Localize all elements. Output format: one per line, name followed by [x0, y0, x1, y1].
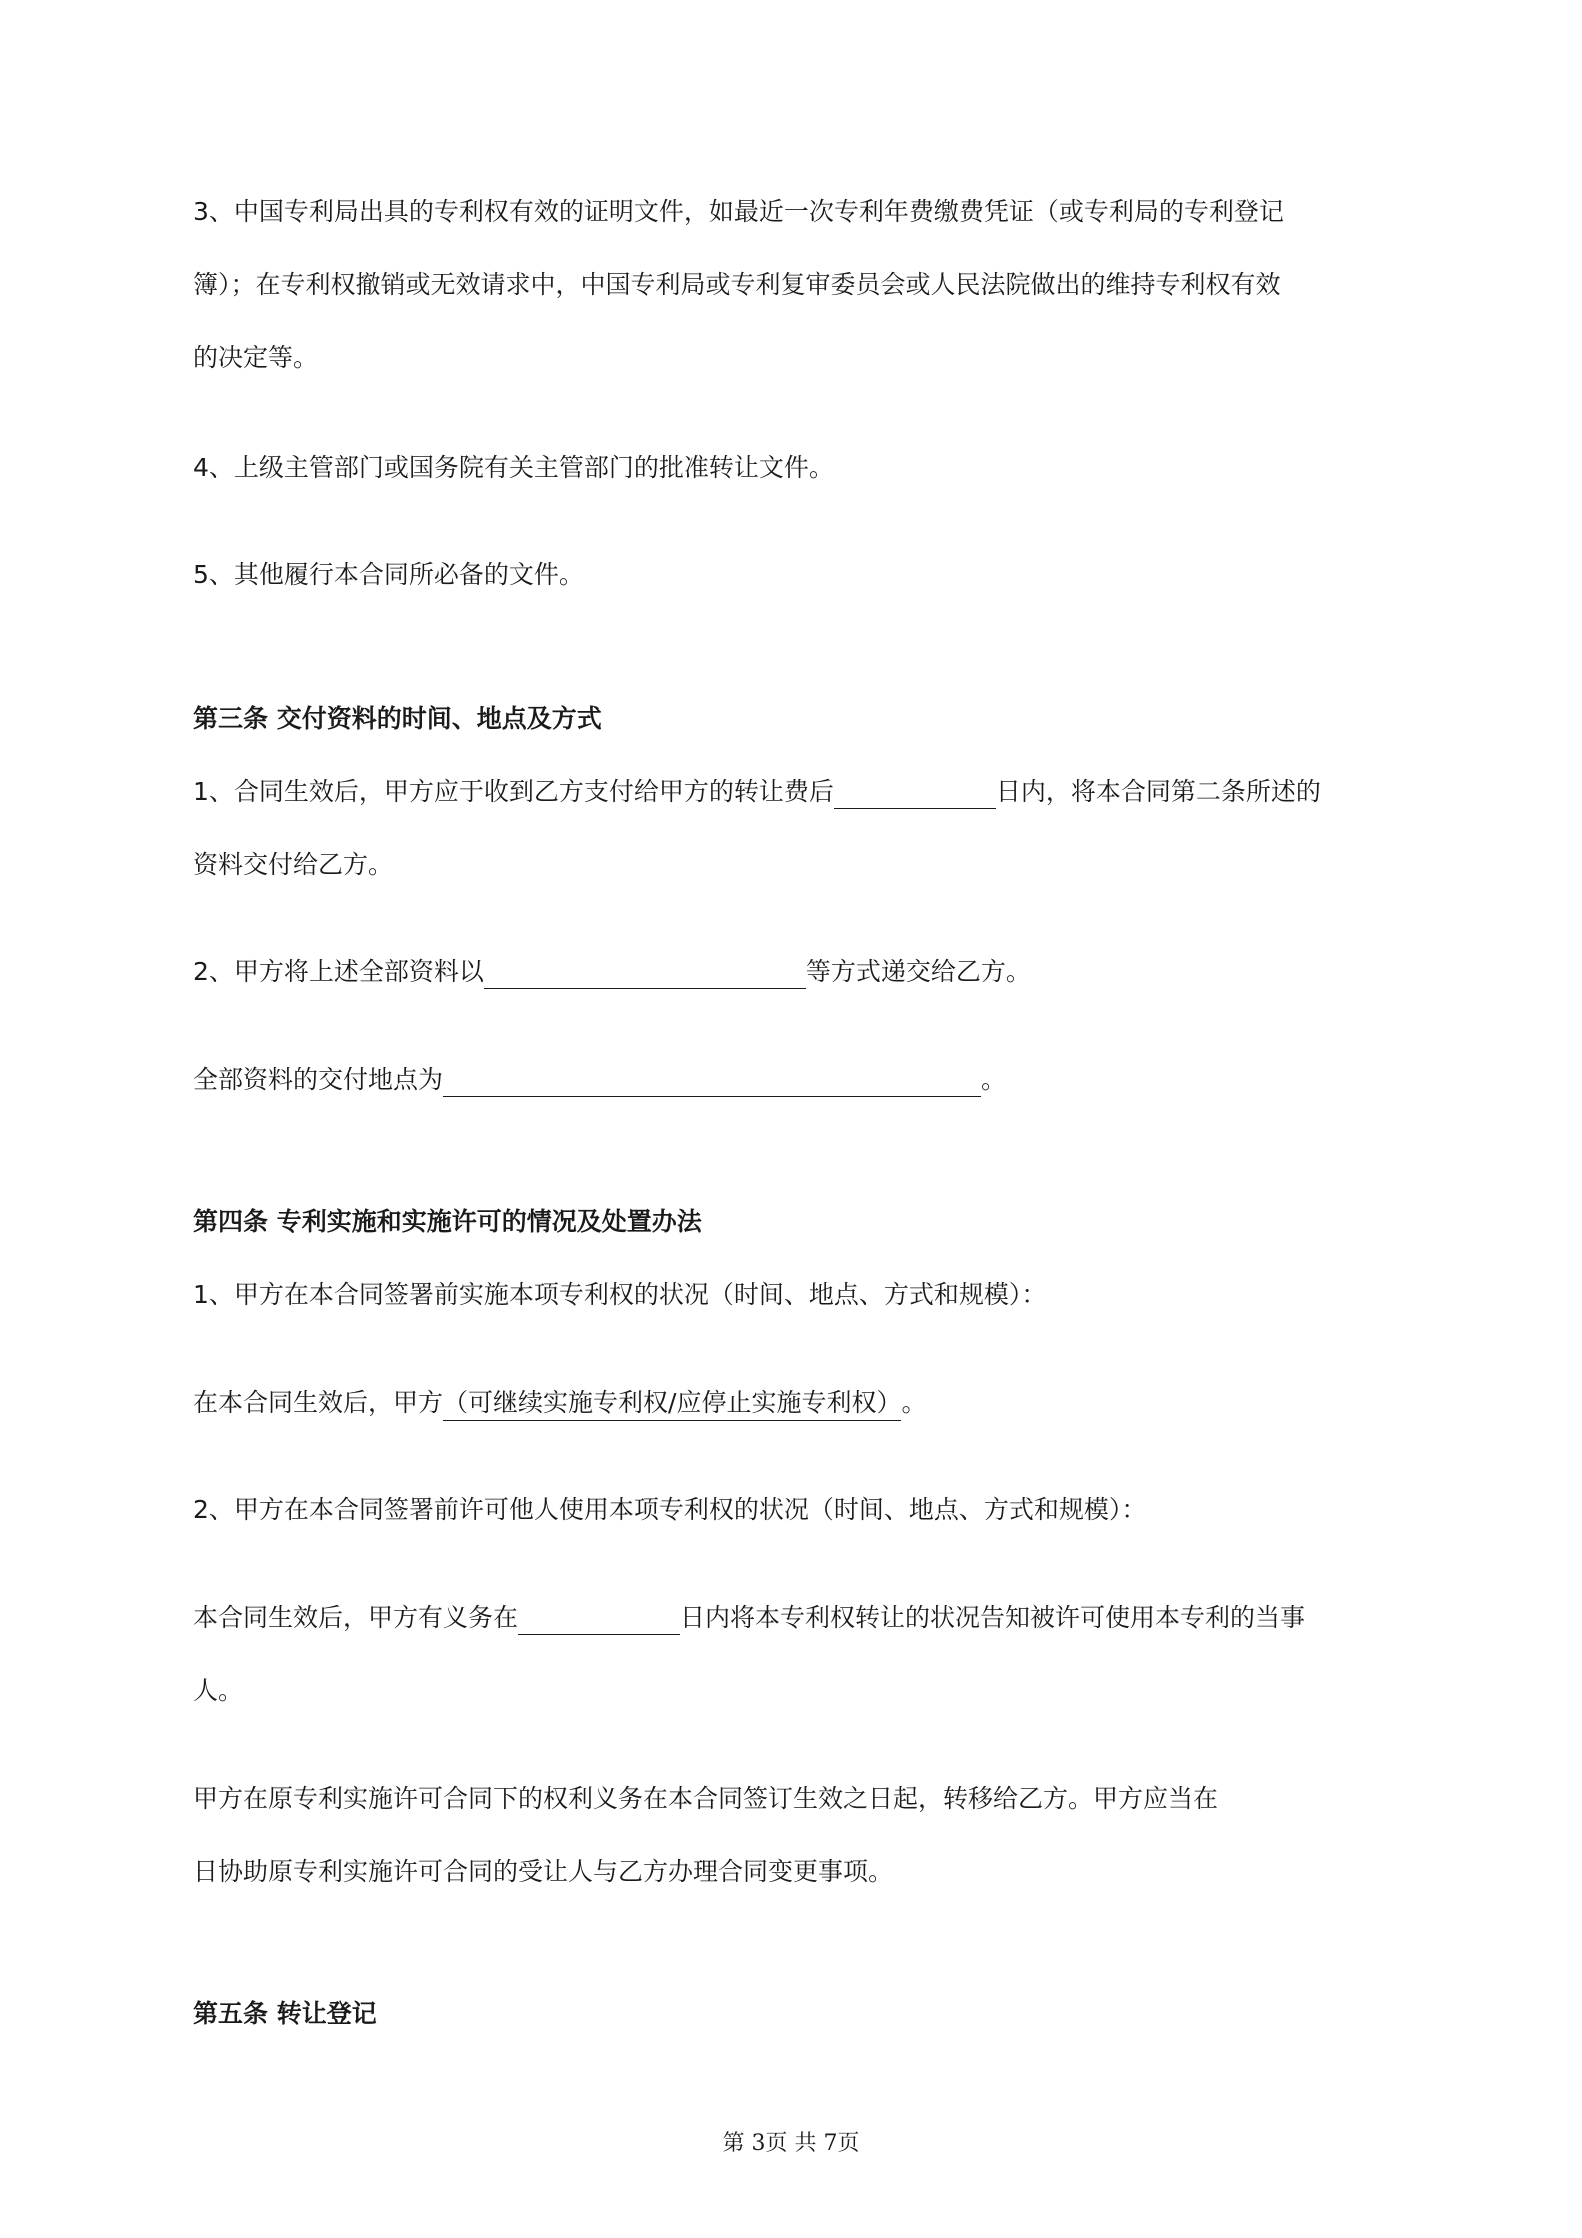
article4-paragraph1: 1、甲方在本合同签署前实施本项专利权的状况（时间、地点、方式和规模）： — [193, 1280, 1047, 1309]
article4-heading: 第四条 专利实施和实施许可的情况及处置办法 — [193, 1207, 702, 1236]
article4-p2-after: 。 — [901, 1388, 927, 1417]
page-number-footer: 第 3页 共 7页 — [722, 2131, 860, 2156]
item5-text: 5、其他履行本合同所必备的文件。 — [193, 560, 584, 589]
article4-p4-before: 本合同生效后，甲方有义务在 — [193, 1603, 519, 1632]
article4-p5-line2: 日协助原专利实施许可合同的受让人与乙方办理合同变更事项。 — [193, 1857, 894, 1886]
article3-p1-before: 1、合同生效后，甲方应于收到乙方支付给甲方的转让费后 — [193, 777, 834, 806]
delivery-method-blank — [484, 958, 806, 989]
article4-paragraph4 — [193, 1601, 1305, 1635]
article3-p3-after: 。 — [981, 1065, 1007, 1094]
implementation-option: （可继续实施专利权/应停止实施专利权） — [443, 1387, 901, 1421]
article4-p2-before: 在本合同生效后，甲方 — [193, 1388, 444, 1417]
article4-paragraph2 — [193, 1386, 926, 1421]
article3-p1-line2: 资料交付给乙方。 — [193, 850, 394, 879]
article3-p1-after: 日内，将本合同第二条所述的 — [995, 777, 1321, 806]
item3-line3: 的决定等。 — [193, 343, 319, 372]
item3-line2: 簿）；在专利权撤销或无效请求中，中国专利局或专利复审委员会或人民法院做出的维持专利权有效 — [193, 270, 1281, 299]
article4-p4-line2: 人。 — [193, 1676, 244, 1705]
days-blank — [834, 778, 996, 809]
article3-heading: 第三条 交付资料的时间、地点及方式 — [193, 704, 602, 733]
article3-paragraph1 — [193, 775, 1321, 809]
article3-p3-before: 全部资料的交付地点为 — [193, 1065, 444, 1094]
delivery-location-blank — [443, 1066, 981, 1097]
article4-paragraph3: 2、甲方在本合同签署前许可他人使用本项专利权的状况（时间、地点、方式和规模）： — [193, 1495, 1147, 1524]
article4-p4-after: 日内将本专利权转让的状况告知被许可使用本专利的当事 — [680, 1603, 1306, 1632]
item3-line1: 3、中国专利局出具的专利权有效的证明文件，如最近一次专利年费缴费凭证（或专利局的专利登记 — [193, 197, 1284, 226]
article5-heading: 第五条 转让登记 — [193, 1999, 377, 2028]
item4-text: 4、上级主管部门或国务院有关主管部门的批准转让文件。 — [193, 453, 834, 482]
article3-p2-before: 2、甲方将上述全部资料以 — [193, 957, 484, 986]
notify-days-blank — [518, 1604, 680, 1635]
article3-paragraph2 — [193, 955, 1031, 989]
article4-p5-line1: 甲方在原专利实施许可合同下的权利义务在本合同签订生效之日起，转移给乙方。甲方应当在 — [193, 1784, 1219, 1813]
article3-paragraph3 — [193, 1063, 1006, 1097]
article3-p2-after: 等方式递交给乙方。 — [805, 957, 1031, 986]
